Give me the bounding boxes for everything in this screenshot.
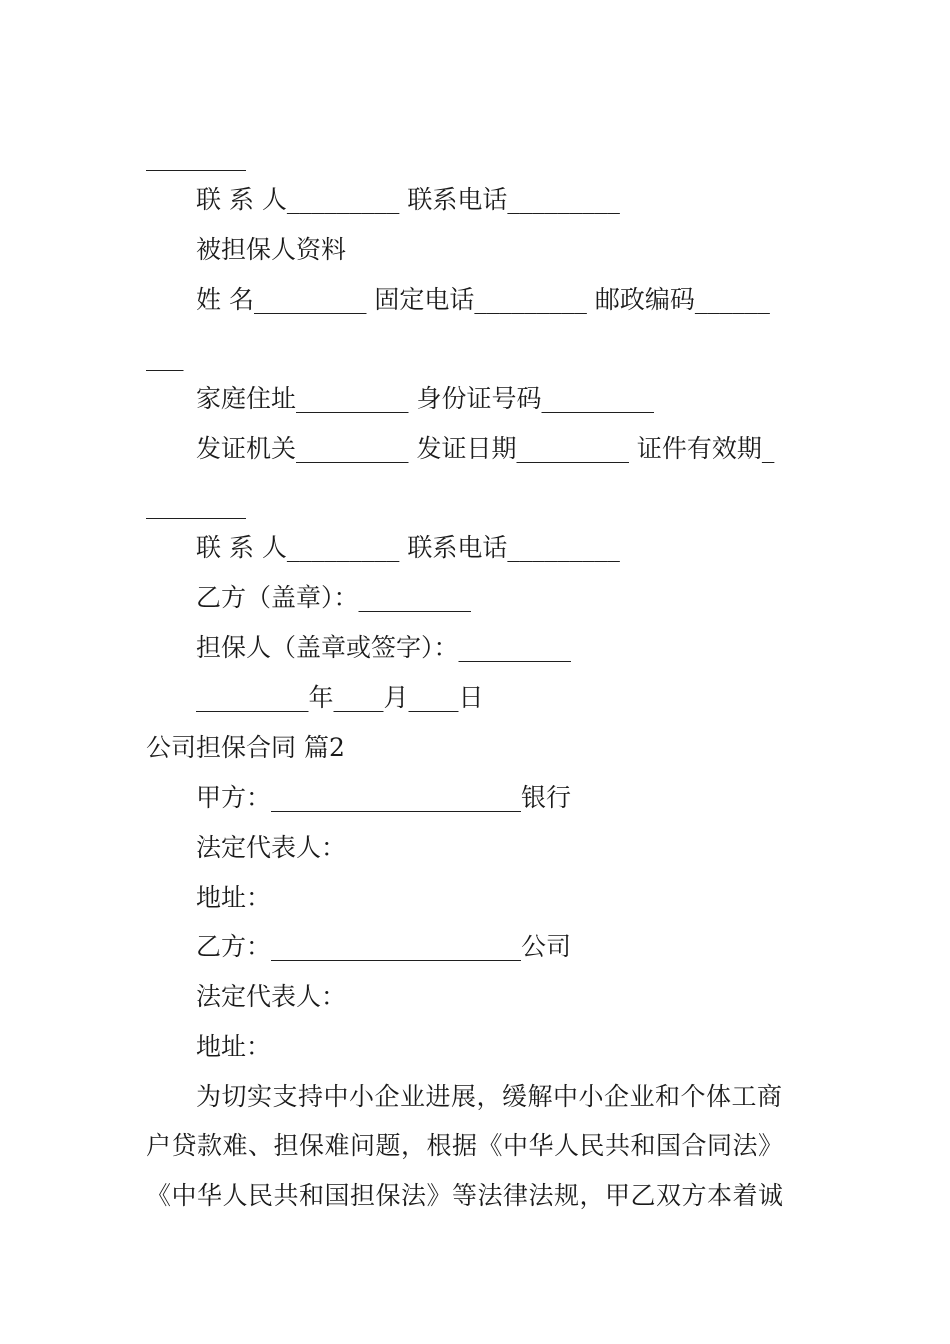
- date-line: _________年____月____日: [196, 683, 484, 712]
- text-line: 联 系 人_________ 联系电话_________: [196, 533, 620, 562]
- text-line: 担保人（盖章或签字）：_________: [196, 633, 572, 662]
- paragraph-line: 为切实支持中小企业进展，缓解中小企业和个体工商: [196, 1082, 783, 1111]
- text-line: 姓 名_________ 固定电话_________ 邮政编码______: [196, 285, 770, 314]
- paragraph-line: 户贷款难、担保难问题，根据《中华人民共和国合同法》: [146, 1131, 784, 1160]
- text-line: 地址：: [196, 883, 272, 912]
- text-line: ___: [146, 342, 184, 371]
- text-line: 联 系 人_________ 联系电话_________: [196, 185, 620, 214]
- text-line: 发证机关_________ 发证日期_________ 证件有效期_: [196, 434, 775, 463]
- text-line: 地址：: [196, 1032, 272, 1061]
- text-line: 乙方（盖章）：_________: [196, 583, 472, 612]
- section-heading: 被担保人资料: [196, 235, 347, 264]
- section-title: 公司担保合同 篇2: [146, 733, 345, 762]
- text-line: ________: [146, 490, 246, 519]
- text-line: 法定代表人：: [196, 982, 347, 1011]
- text-line: 家庭住址_________ 身份证号码_________: [196, 384, 654, 413]
- text-line: 乙方：____________________公司: [196, 932, 572, 961]
- text-line: ________: [146, 142, 246, 171]
- text-line: 法定代表人：: [196, 833, 347, 862]
- paragraph-line: 《中华人民共和国担保法》等法律法规，甲乙双方本着诚: [146, 1181, 784, 1210]
- text-line: 甲方：____________________银行: [196, 783, 572, 812]
